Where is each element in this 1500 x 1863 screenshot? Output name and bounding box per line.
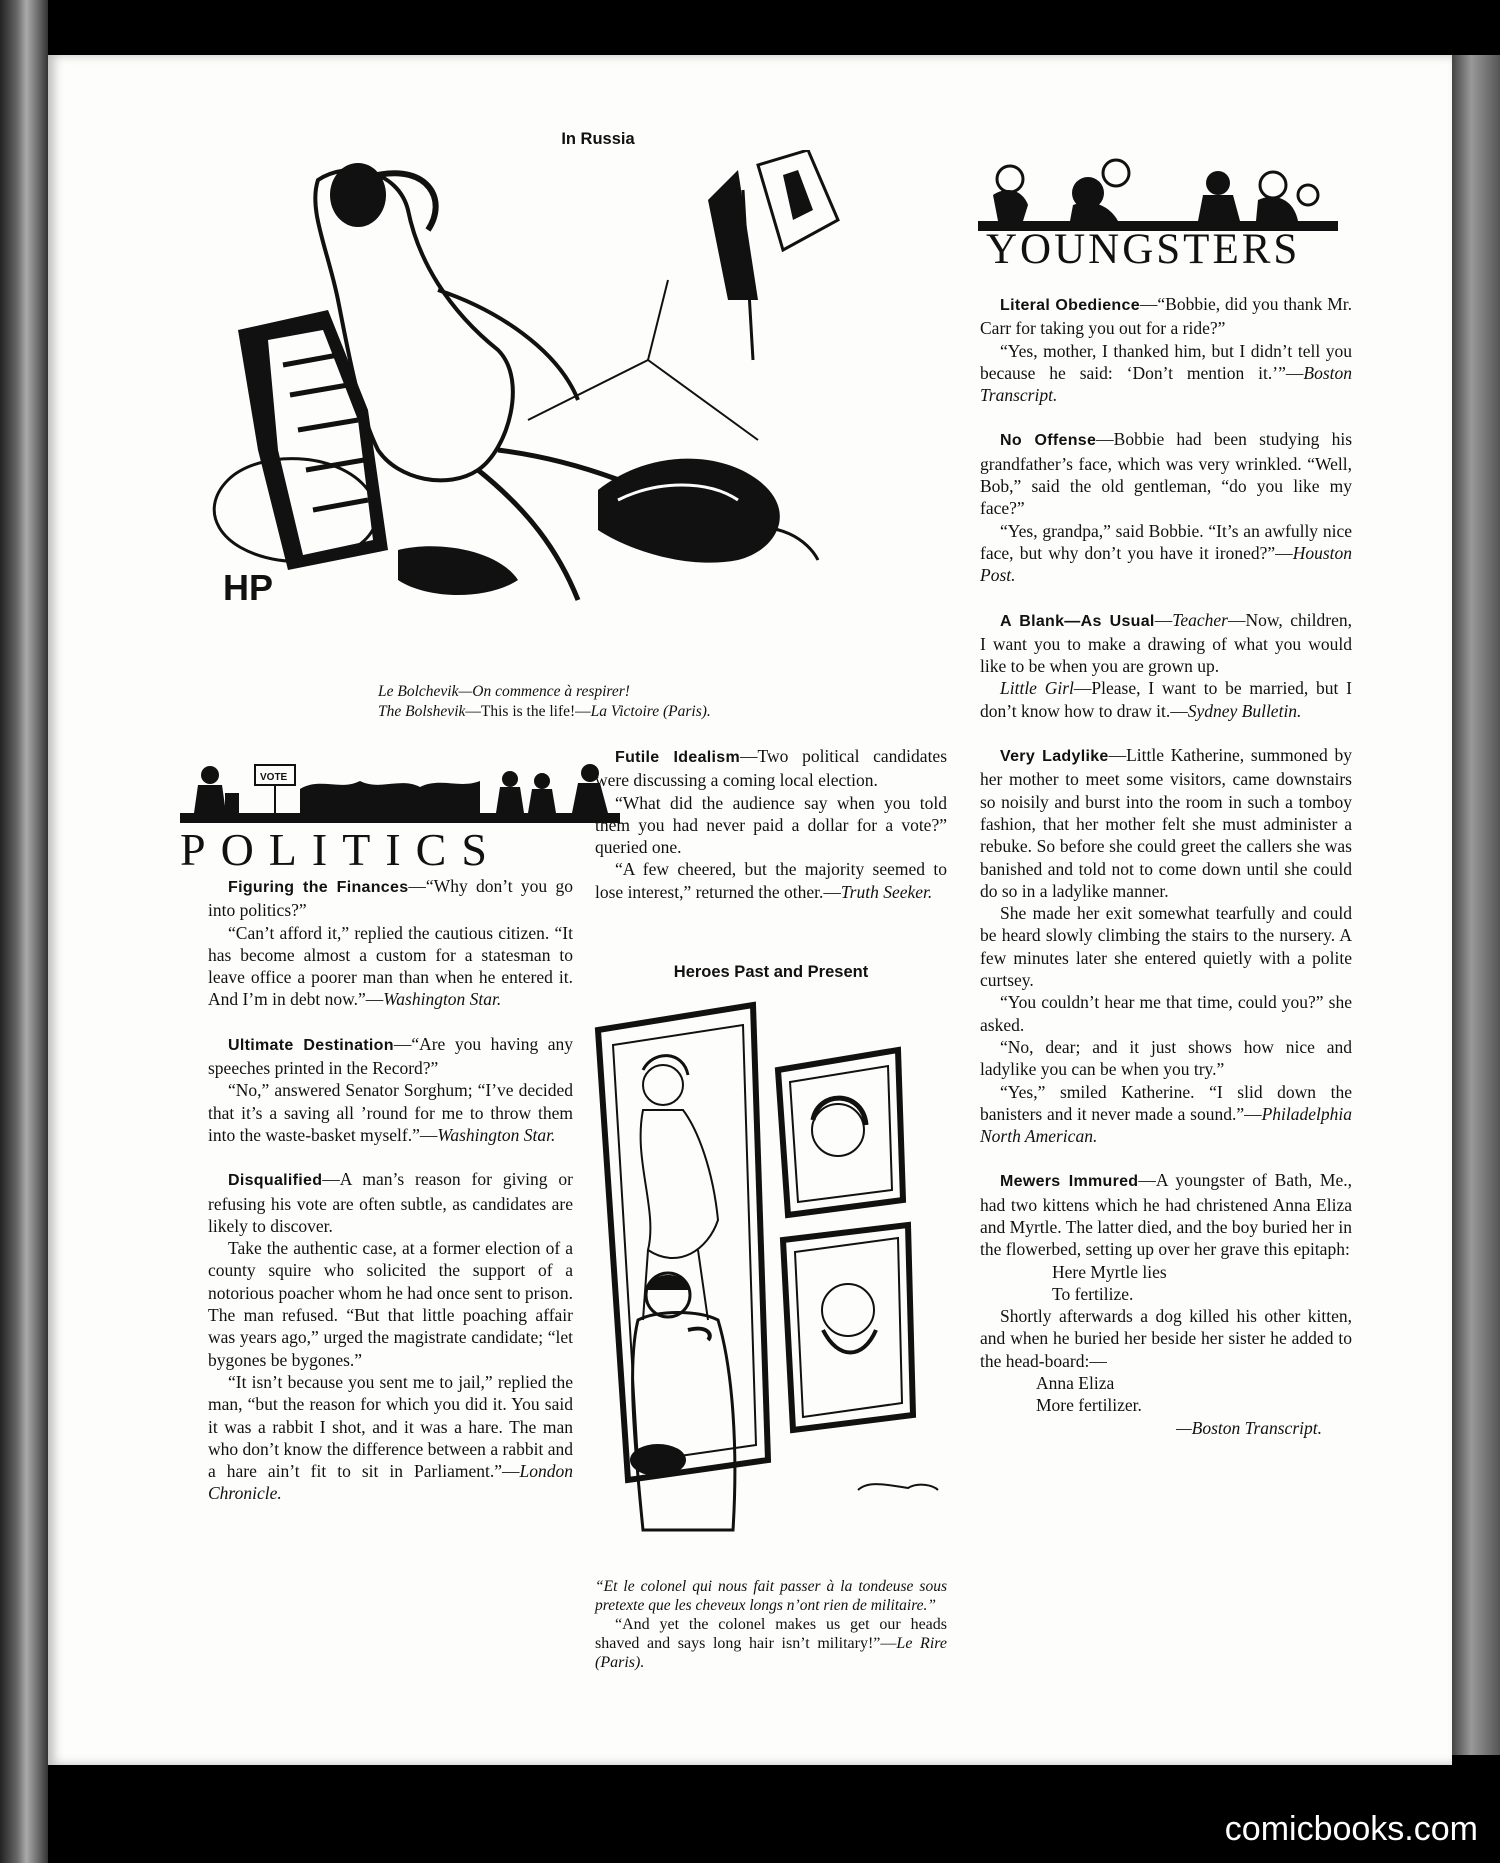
article-source: Washington Star. <box>437 1124 556 1145</box>
article-source: Truth Seeker. <box>840 881 933 902</box>
politics-header-illustration <box>180 755 620 827</box>
caption-french: Le Bolchevik—On commence à respirer! <box>378 683 630 700</box>
article-source: Sydney Bulletin. <box>1187 700 1302 721</box>
politics-section-title: POLITICS <box>180 824 502 875</box>
watermark: comicbooks.com <box>1224 1810 1478 1848</box>
article-literal-obedience: Literal Obedience—“Bobbie, did you thank Mr. Carr for taking you out for a ride?” <box>980 294 1353 339</box>
article-heading: Very Ladylike <box>1000 748 1109 766</box>
article-futile-idealism: Futile Idealism—Two political candidates were discussing a coming local election. <box>595 746 948 791</box>
caption-english: “And yet the colonel makes us get our heads shaved and says long hair isn’t military!”— <box>595 1616 947 1652</box>
article-source: London Chronicle. <box>208 1461 573 1504</box>
article-source: Houston Post. <box>980 542 1352 586</box>
article-heading: Mewers Immured <box>1000 1173 1139 1191</box>
epitaph-2: Anna Eliza More fertilizer. <box>1036 1373 1142 1416</box>
article-source: —Boston Transcript. <box>1176 1417 1322 1438</box>
russia-cartoon-caption <box>378 682 858 722</box>
article-heading: Disqualified <box>228 1172 323 1190</box>
caption-source: La Victoire (Paris). <box>590 703 711 720</box>
magazine-page <box>48 55 1452 1765</box>
article-a-blank: A Blank—As Usual—Teacher—Now, children, I want you to make a drawing of what you would like to be when you are grown up. <box>980 609 1353 677</box>
article-source: Philadelphia North American. <box>980 1103 1352 1147</box>
caption-french: “Et le colonel qui nous fait passer à la tondeuse sous pretexte que les cheveux longs n’ont rien de militaire.” <box>595 1578 947 1614</box>
article-very-ladylike: Very Ladylike—Little Katherine, summoned by her mother to meet some visitors, came downstairs so noisily and burst into the room in such a tomboy fashion, that her mother felt she must administer a rebuke. So before she could greet the callers she was banished and told not to come down until she could do so in a ladylike manner. <box>980 745 1352 901</box>
article-heading: Futile Idealism <box>615 749 740 766</box>
article-ultimate-destination: Ultimate Destination—“Are you having any speeches printed in the Record?” <box>208 1033 573 1079</box>
youngsters-section-title: YOUNGSTERS <box>986 226 1301 273</box>
russia-cartoon-illustration <box>198 150 958 610</box>
article-heading: Literal Obedience <box>1000 297 1140 314</box>
article-disqualified: Disqualified—A man’s reason for giving or refusing his vote are often subtle, as candidates are likely to discover. <box>208 1169 573 1236</box>
article-source: Washington Star. <box>383 989 502 1010</box>
caption-source: Le Rire (Paris). <box>595 1635 948 1671</box>
article-heading: A Blank—As Usual <box>1000 612 1155 630</box>
book-binding-right <box>1452 55 1500 1755</box>
article-no-offense: No Offense—Bobbie had been studying his grandfather’s face, which was very wrinkled. “Well, Bob,” said the old gentleman, “do you like my face?” <box>980 429 1353 519</box>
youngsters-column: Literal Obedience—“Bobbie, did you thank Mr. Carr for taking you out for a ride?” “Yes, mother, I thanked him, but I didn’t tell you because he said: ‘Don’t mention it.’”—Boston Transcript. No Offense—Bobbie had been studying his grandfather’s face, which was very wrinkled. “Well, Bob,” said the old gentleman, “do you like my face?” “Yes, grandpa,” said Bobbie. “It’s an awfully nice face, but why don’t you have it ironed?”—Houston Post. A Blank—As Usual—Teacher—Now, children, I want you to make a drawing of what you would like to be when you are grown up. Little Girl—Please, I want to be married, but I don’t know how to draw it.—Sydney Bulletin. Very Ladylike—Little Katherine, summoned by her mother to meet some visitors, came downstairs so noisily and burst into the room in such a tomboy fashion, that her mother felt she must administer a rebuke. So before she could greet the callers she was banished and told not to come down until she could do so in a ladylike manner. She made her exit somewhat tearfully and could be heard slowly climbing the stairs to the nursery. A few minutes later she entered quietly with a polite curtsey. “You couldn’t hear me that time, could you?” she asked. “No, dear; and it just shows how nice and ladylike you can be when you try.” “Yes,” smiled Katherine. “I slid down the banisters and it never made a sound.”—Philadelphia North American. Mewers Immured—A youngster of Bath, Me., had two kittens which he had christened Anna Eliza and Myrtle. The latter died, and the boy buried her in the flowerbed, setting up over her grave this epitaph: Here Myrtle lies To fertilize. Shortly afterwards a dog killed his other kitten, and when he buried her beside her sister he added to the head-board:— Anna Eliza More fertilizer. —Boston Transcript. <box>980 294 1353 1438</box>
article-figuring-finances: Figuring the Finances—“Why don’t you go into politics?” <box>208 876 573 921</box>
middle-column: Futile Idealism—Two political candidates were discussing a coming local election. “What did the audience say when you told them you had never paid a dollar for a vote?” queried one. “A few cheered, but the majority seemed to lose interest,” returned the other.—Truth Seeker. <box>595 746 948 902</box>
book-binding-left <box>0 0 48 1863</box>
article-mewers-immured: Mewers Immured—A youngster of Bath, Me., had two kittens which he had christened Anna Eliza and Myrtle. The latter died, and the boy buried her in the flowerbed, setting up over her grave this epitaph: <box>980 1170 1352 1260</box>
article-heading: Ultimate Destination <box>228 1036 394 1054</box>
epitaph-1: Here Myrtle lies To fertilize. <box>1052 1261 1167 1304</box>
artist-signature: HP <box>223 567 274 608</box>
youngsters-header-illustration <box>978 155 1338 233</box>
heroes-cartoon-illustration <box>588 990 958 1550</box>
russia-cartoon-title: In Russia <box>561 130 635 148</box>
caption-english-speaker: The Bolshevik <box>378 703 466 720</box>
politics-column: Figuring the Finances—“Why don’t you go into politics?” “Can’t afford it,” replied the cautious citizen. “It has become almost a custom for a statesman to leave office a poorer man than when he entered it. And I’m in debt now.”—Washington Star. Ultimate Destination—“Are you having any speeches printed in the Record?” “No,” answered Senator Sorghum; “I’ve decided that it’s a saving all ’round for me to throw them into the waste-basket myself.”—Washington Star. Disqualified—A man’s reason for giving or refusing his vote are often subtle, as candidates are likely to discover. Take the authentic case, at a former election of a county squire who solicited the support of a notorious poacher whom he had once sent to prison. The man refused. “But that little poaching affair was years ago,” urged the magistrate candidate; “let bygones be bygones.” “It isn’t because you sent me to jail,” replied the man, “but the reason for which you did it. You said it was a rabbit I shot, and it was a hare. The man who don’t know the difference between a rabbit and a hare ain’t fit to sit in Parliament.”—London Chronicle. <box>208 876 573 1504</box>
politics-sign-text: VOTE <box>260 772 288 783</box>
article-heading: No Offense <box>1000 432 1097 450</box>
caption-english-text: —This is the life!— <box>465 703 591 720</box>
heroes-cartoon-caption <box>595 1577 947 1672</box>
article-source: Boston Transcript. <box>980 362 1352 406</box>
heroes-cartoon-title: Heroes Past and Present <box>673 963 869 981</box>
article-heading: Figuring the Finances <box>228 879 409 896</box>
